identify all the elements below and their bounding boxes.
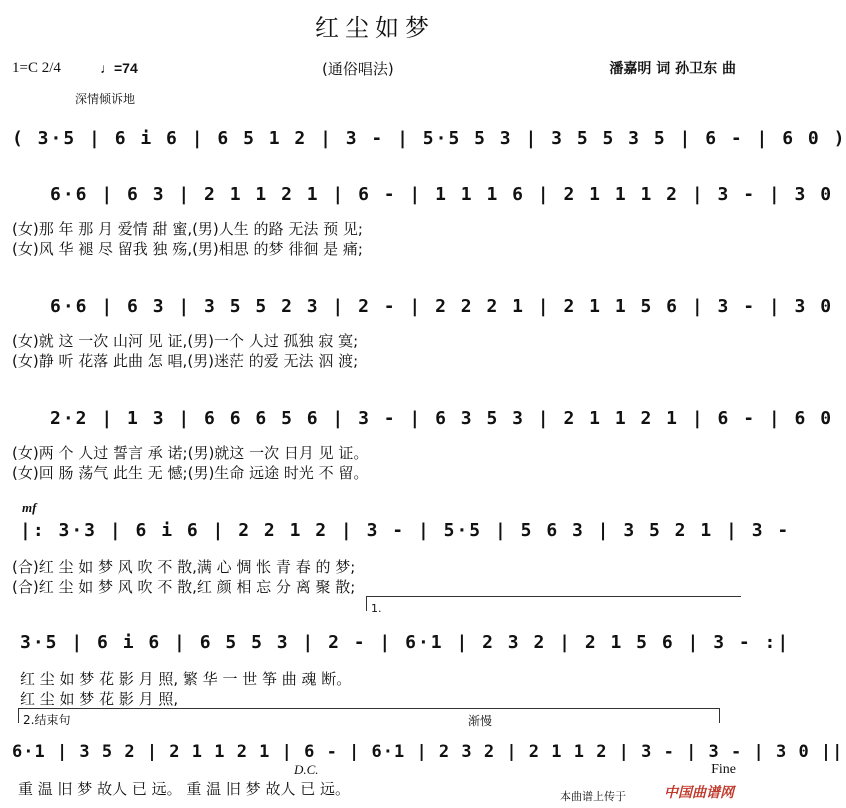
score-row-4: 2·2 | 1 3 | 6 6 6 5 6 | 3 - | 6 3 5 3 | 2 1 1 2 1 | 6 - | 6 0: [50, 408, 834, 429]
fine-mark: Fine: [711, 762, 736, 777]
tempo-marking: ♩=74: [100, 60, 138, 76]
key-signature: 1=C 2/4: [12, 60, 61, 76]
credits: 潘嘉明 词 孙卫东 曲: [609, 61, 736, 77]
lyric-5a: (合)红 尘 如 梦 风 吹 不 散,满 心 惆 怅 青 春 的 梦;: [12, 558, 356, 576]
upload-note: 本曲谱上传于: [560, 790, 626, 803]
score-row-1: ( 3·5 | 6 i 6 | 6 5 1 2 | 3 - | 5·5 5 3 | 3 5 5 3 5 | 6 - | 6 0 ): [12, 128, 846, 149]
volta-bracket-2: [18, 708, 720, 727]
lyric-6a: 红 尘 如 梦 花 影 月 照, 繁 华 一 世 筝 曲 魂 断。: [20, 670, 352, 688]
score-row-3: 6·6 | 6 3 | 3 5 5 2 3 | 2 - | 2 2 2 1 | 2 1 1 5 6 | 3 - | 3 0: [50, 296, 834, 317]
singing-style: (通俗唱法): [322, 60, 394, 78]
lyric-7a: 重 温 旧 梦 故人 已 远。 重 温 旧 梦 故人 已 远。: [18, 780, 350, 798]
volta-2-label: 2.结束句: [23, 713, 71, 727]
dynamics-mark: mf: [22, 500, 37, 515]
lyric-4b: (女)回 肠 荡气 此生 无 憾;(男)生命 远途 时光 不 留。: [12, 464, 369, 482]
lyric-5b: (合)红 尘 如 梦 风 吹 不 散,红 颜 相 忘 分 离 聚 散;: [12, 578, 356, 596]
lyric-6b: 红 尘 如 梦 花 影 月 照,: [20, 690, 179, 708]
volta-1-label: 1.: [371, 602, 382, 615]
lyric-3b: (女)静 听 花落 此曲 怎 唱,(男)迷茫 的爱 无法 泅 渡;: [12, 352, 359, 370]
lyric-2a: (女)那 年 那 月 爱情 甜 蜜,(男)人生 的路 无法 预 见;: [12, 220, 363, 238]
page-title: 红尘如梦: [315, 14, 435, 42]
score-row-7: 6·1 | 3 5 2 | 2 1 1 2 1 | 6 - | 6·1 | 2 3 2 | 2 1 1 2 | 3 - | 3 - | 3 0 ||: [12, 742, 844, 762]
expression-mark: 深情倾诉地: [75, 92, 136, 106]
dc-mark: D.C.: [294, 762, 319, 777]
score-row-6: 3·5 | 6 i 6 | 6 5 5 3 | 2 - | 6·1 | 2 3 2 | 2 1 5 6 | 3 - :|: [20, 632, 791, 653]
tempo-change: 渐慢: [468, 714, 493, 728]
volta-bracket-1: [366, 596, 741, 615]
site-logo: 中国曲谱网: [664, 785, 734, 801]
lyric-4a: (女)两 个 人过 誓言 承 诺;(男)就这 一次 日月 见 证。: [12, 444, 369, 462]
score-row-2: 6·6 | 6 3 | 2 1 1 2 1 | 6 - | 1 1 1 6 | 2 1 1 1 2 | 3 - | 3 0: [50, 184, 834, 205]
score-row-5: |: 3·3 | 6 i 6 | 2 2 1 2 | 3 - | 5·5 | 5 6 3 | 3 5 2 1 | 3 -: [20, 520, 791, 541]
lyric-2b: (女)风 华 褪 尽 留我 独 殇,(男)相思 的梦 徘徊 是 痛;: [12, 240, 363, 258]
lyric-3a: (女)就 这 一次 山河 见 证,(男)一个 人过 孤独 寂 寞;: [12, 332, 359, 350]
